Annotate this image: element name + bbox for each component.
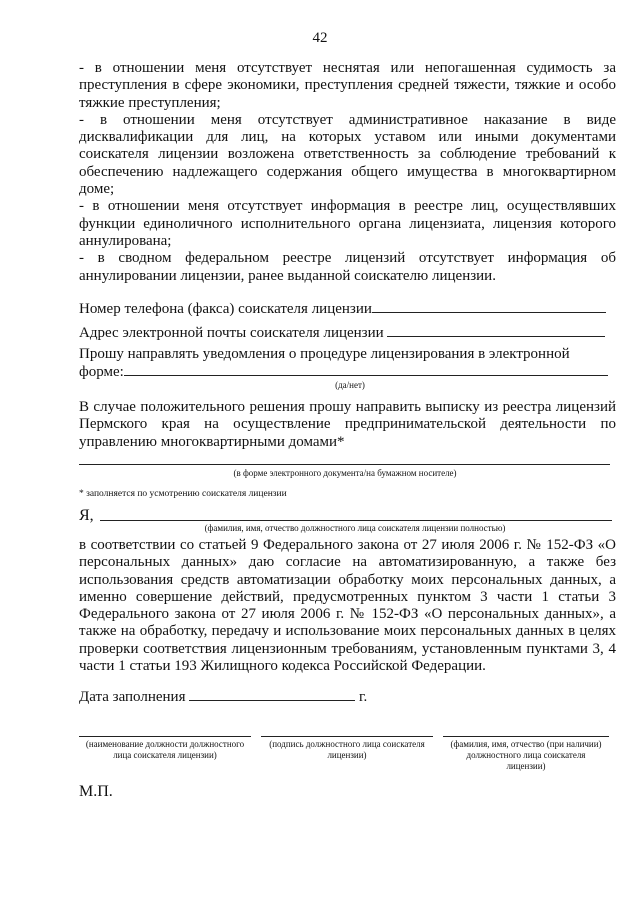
notify-text: Прошу направлять уведомления о процедуре лицензирования в электронной xyxy=(79,346,570,362)
full-name-input-line[interactable] xyxy=(100,520,612,521)
email-input-line[interactable] xyxy=(387,324,605,337)
date-suffix: г. xyxy=(359,689,368,705)
notify-input-line[interactable] xyxy=(124,363,608,376)
footnote: * заполняется по усмотрению соискателя лицензии xyxy=(79,489,287,499)
signer-name-input-line[interactable] xyxy=(443,736,609,737)
date-input-line[interactable] xyxy=(189,688,355,701)
date-field-row xyxy=(79,688,616,706)
consent-text: в соответствии со статьей 9 Федерального закона от 27 июля 2006 г. № 152-ФЗ «О персональных данных» даю согласие на автоматизированную, а также без использования средств автоматизации обработку моих персональных данных, а именно совершение действий, предусмотренных пунктом 3 части 1 статьи 3 Федерального закона от 27 июля 2006 г. № 152-ФЗ «О персональных данных», а также на обработку, передачу и использование моих персональных данных в целях проверки соответствия лицензионным требованиям, установленным пунктами 3, 4 части 1 статьи 193 Жилищного кодекса Российской Федерации. xyxy=(79,537,616,675)
notify-block xyxy=(79,346,616,382)
email-label: Адрес электронной почты соискателя лицензии xyxy=(79,325,384,341)
stamp-label: М.П. xyxy=(79,783,113,800)
condition-item: - в отношении меня отсутствует информация в реестре лиц, осуществлявших функции единоличного исполнительного органа лицензиата, лицензия которого аннулирована; xyxy=(79,198,616,249)
phone-input-line[interactable] xyxy=(372,300,606,313)
condition-item: - в отношении меня отсутствует неснятая или непогашенная судимость за преступления в сфере экономики, преступления средней тяжести, тяжкие и особо тяжкие преступления; xyxy=(79,60,616,111)
signature-input-line[interactable] xyxy=(261,736,433,737)
condition-item: - в сводном федеральном реестре лицензий отсутствует информация об аннулировании лицензии, ранее выданной соискателю лицензии. xyxy=(79,250,616,284)
position-input-line[interactable] xyxy=(79,736,251,737)
conditions-list xyxy=(79,60,616,285)
notify-form-label: форме: xyxy=(79,364,124,381)
full-name-hint: (фамилия, имя, отчество должностного лица соискателя лицензии полностью) xyxy=(204,523,506,533)
position-hint: (наименование должности должностного лица соискателя лицензии) xyxy=(85,739,245,760)
condition-item: - в отношении меня отсутствует административное наказание в виде дисквалификации для лиц, на которых уставом или иными документами соискателя лицензии возложена ответственность за соблюдение требований к обеспечению надлежащего содержания общего имущества в многоквартирном доме; xyxy=(79,111,616,198)
notify-hint: (да/нет) xyxy=(335,380,365,390)
page-number: 42 xyxy=(312,30,328,46)
signature-hint: (подпись должностного лица соискателя лицензии) xyxy=(269,739,425,760)
email-field-row xyxy=(79,324,616,342)
signer-name-hint: (фамилия, имя, отчество (при наличии) должностного лица соискателя лицензии) xyxy=(450,739,602,771)
extract-input-line[interactable] xyxy=(79,464,610,465)
date-label: Дата заполнения xyxy=(79,689,186,705)
phone-label: Номер телефона (факса) соискателя лицензии xyxy=(79,301,372,317)
phone-field-row xyxy=(79,300,616,318)
extract-text: В случае положительного решения прошу направить выписку из реестра лицензий Пермского края на осуществление предпринимательской деятельности по управлению многоквартирными домами* xyxy=(79,399,616,450)
i-label: Я, xyxy=(79,507,94,524)
extract-hint: (в форме электронного документа/на бумажном носителе) xyxy=(233,468,457,478)
